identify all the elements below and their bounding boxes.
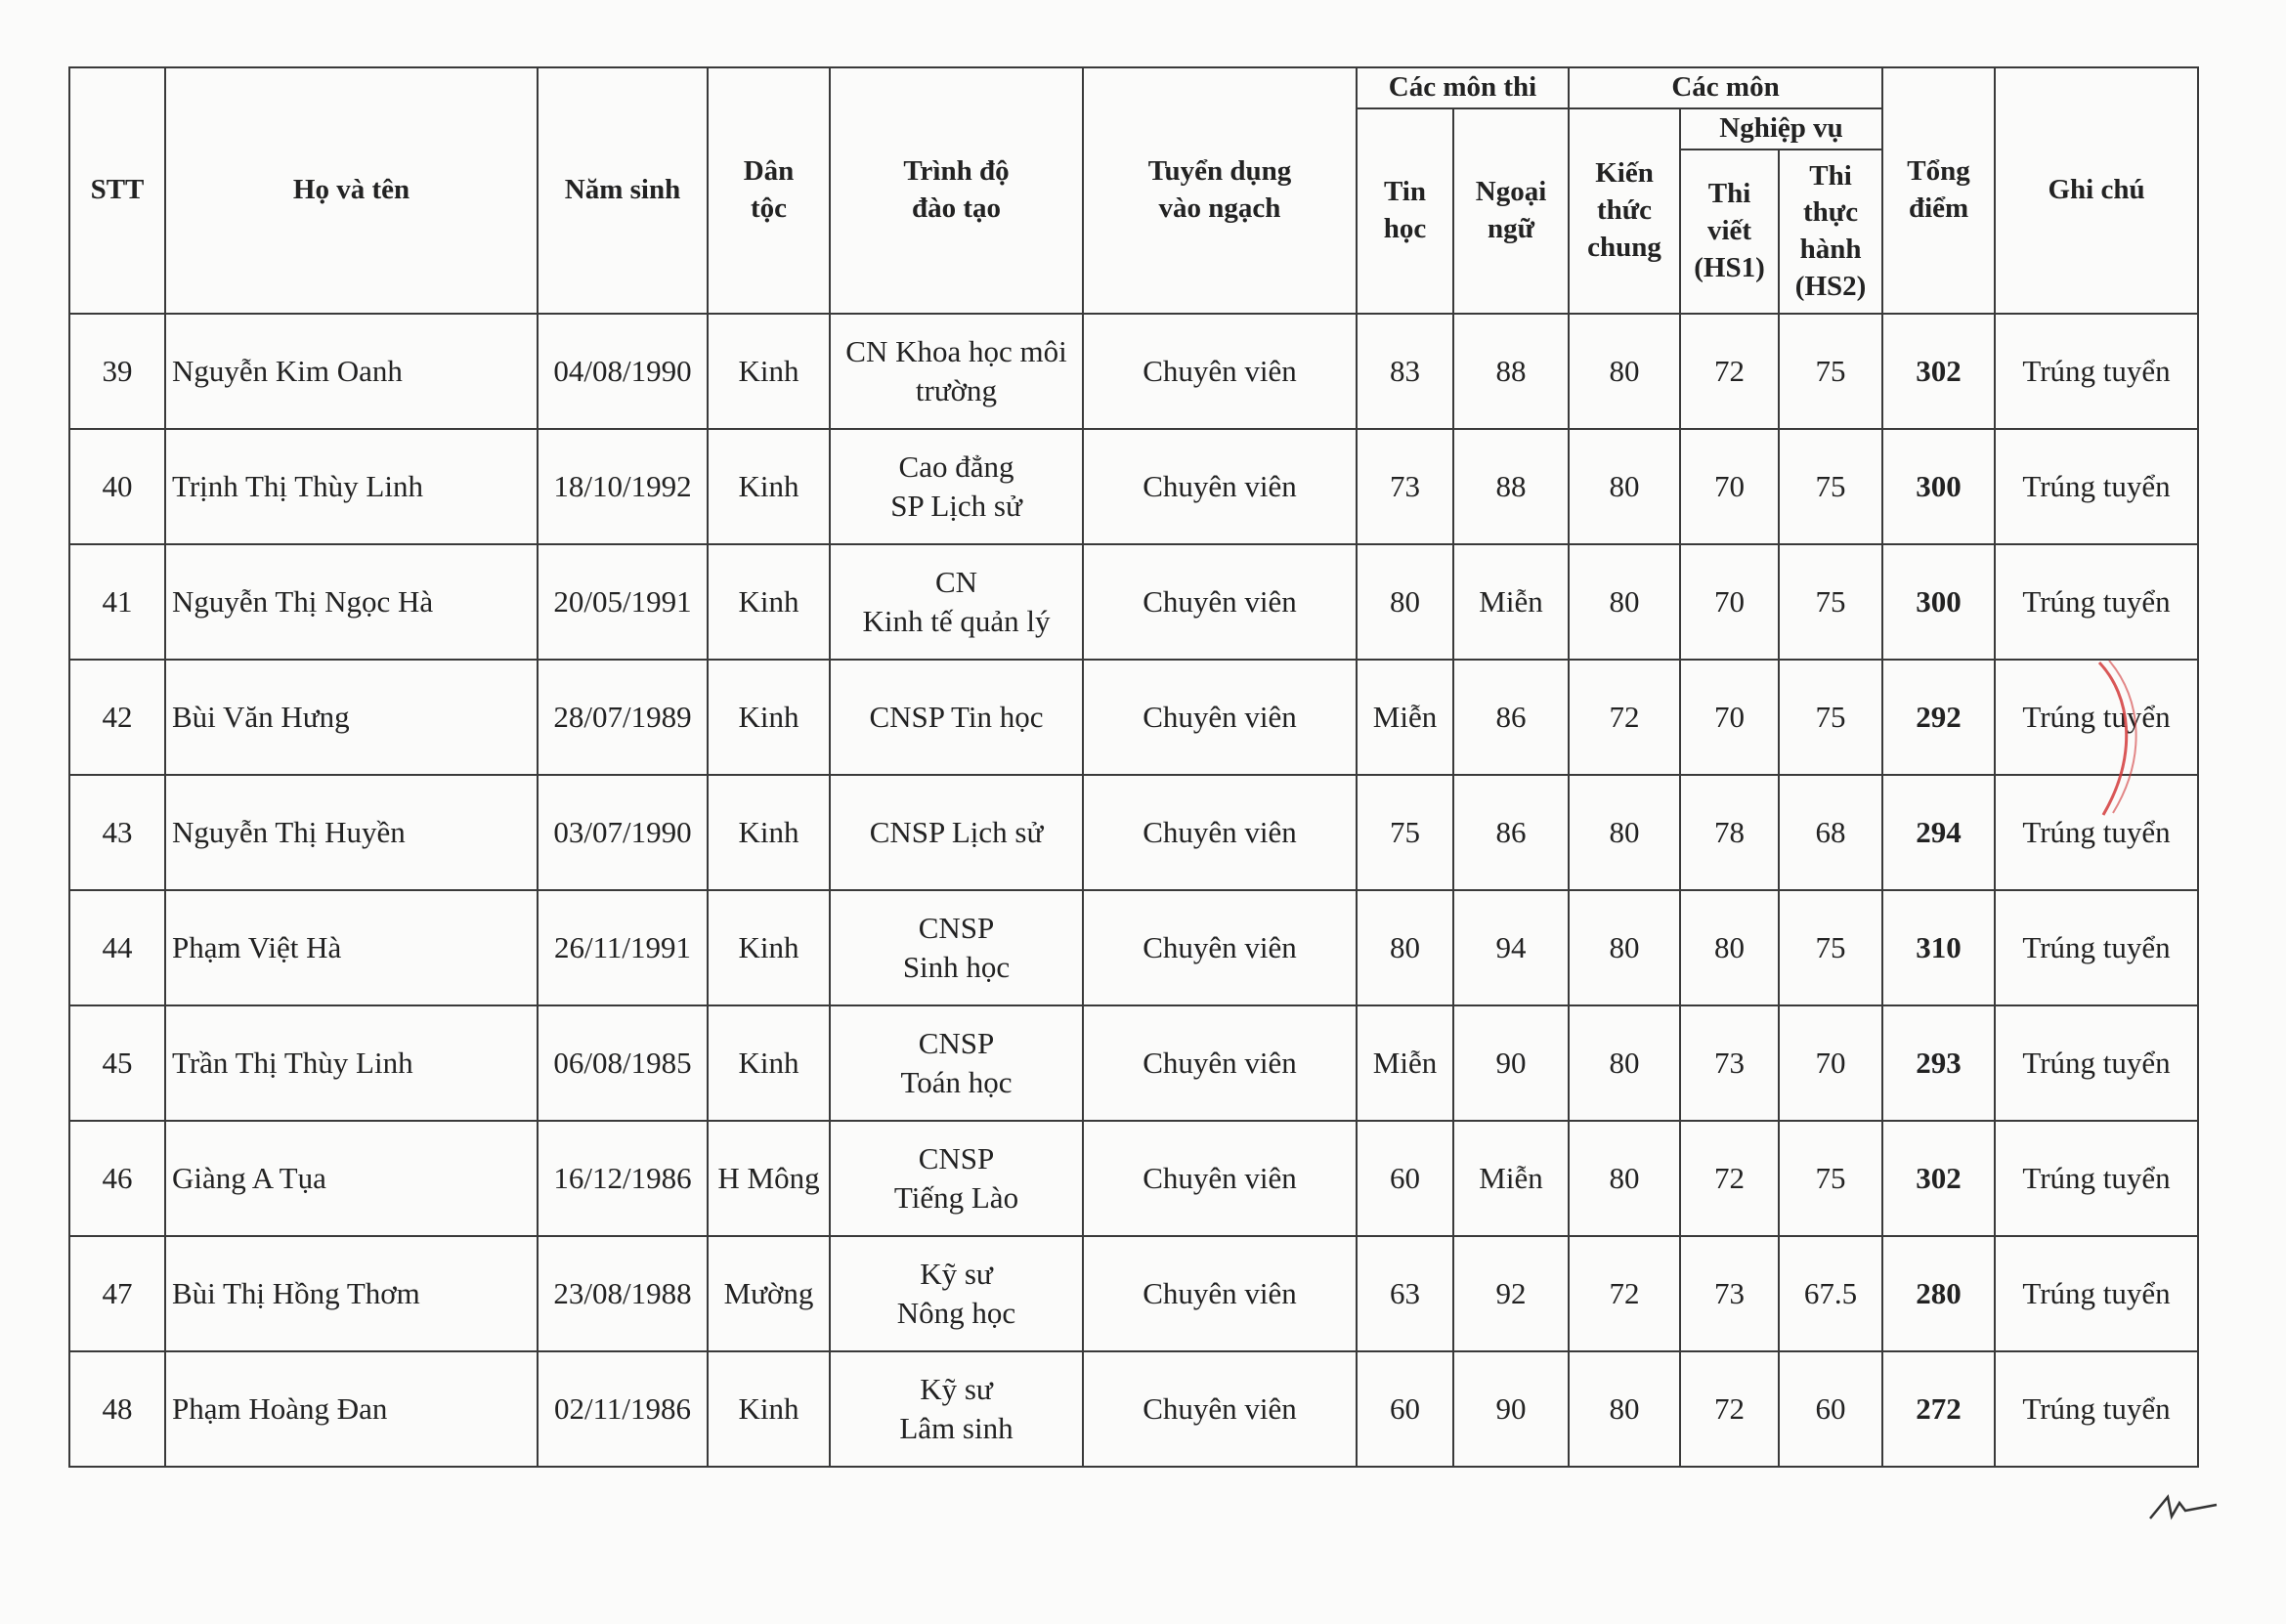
cell-note: Trúng tuyển (1995, 1121, 2198, 1236)
training-line: Kinh tế quản lý (862, 604, 1051, 638)
cell-kien-thuc: 80 (1569, 1005, 1680, 1121)
cell-dob: 16/12/1986 (538, 1121, 708, 1236)
header-trinh-do: Trình độ đào tạo (830, 67, 1083, 314)
training-line: trường (915, 373, 998, 407)
header-nghiep-vu: Nghiệp vụ (1680, 108, 1882, 150)
table-row (69, 775, 2198, 890)
cell-thi-thuc-hanh: 60 (1779, 1351, 1882, 1467)
cell-ethnicity: Kinh (708, 660, 830, 775)
table-row (69, 314, 2198, 429)
header-nam-sinh: Năm sinh (538, 67, 708, 314)
cell-ethnicity: H Mông (708, 1121, 830, 1236)
cell-thi-viet: 78 (1680, 775, 1779, 890)
cell-rank: Chuyên viên (1083, 429, 1357, 544)
header-cac-mon: Các môn (1569, 67, 1882, 108)
cell-stt: 41 (69, 544, 165, 660)
cell-dob: 28/07/1989 (538, 660, 708, 775)
training-line: Toán học (900, 1065, 1013, 1099)
cell-stt: 47 (69, 1236, 165, 1351)
cell-training (830, 429, 1083, 544)
header-ghi-chu: Ghi chú (1995, 67, 2198, 314)
cell-total: 292 (1882, 660, 1995, 775)
cell-note: Trúng tuyển (1995, 1351, 2198, 1467)
cell-total: 294 (1882, 775, 1995, 890)
cell-total: 300 (1882, 429, 1995, 544)
cell-name: Phạm Hoàng Đan (165, 1351, 538, 1467)
header-thi-viet: Thi viết (HS1) (1680, 150, 1779, 314)
cell-dob: 02/11/1986 (538, 1351, 708, 1467)
header-tin-hoc: Tin học (1357, 108, 1453, 314)
header-ngoai-ngu: Ngoại ngữ (1453, 108, 1569, 314)
cell-rank: Chuyên viên (1083, 1351, 1357, 1467)
cell-stt: 46 (69, 1121, 165, 1236)
table-row (69, 1351, 2198, 1467)
table-row (69, 890, 2198, 1005)
cell-rank: Chuyên viên (1083, 890, 1357, 1005)
cell-total: 302 (1882, 1121, 1995, 1236)
header-ho-ten: Họ và tên (165, 67, 538, 314)
cell-note: Trúng tuyển (1995, 1236, 2198, 1351)
results-table (68, 66, 2199, 1468)
cell-tin-hoc: 80 (1357, 890, 1453, 1005)
training-line: CNSP Tin học (869, 699, 1044, 734)
cell-name: Bùi Văn Hưng (165, 660, 538, 775)
cell-dob: 26/11/1991 (538, 890, 708, 1005)
cell-name: Nguyễn Thị Ngọc Hà (165, 544, 538, 660)
cell-training (830, 314, 1083, 429)
cell-total: 310 (1882, 890, 1995, 1005)
cell-thi-viet: 70 (1680, 660, 1779, 775)
cell-thi-viet: 72 (1680, 1121, 1779, 1236)
cell-name: Phạm Việt Hà (165, 890, 538, 1005)
training-line: Tiếng Lào (893, 1180, 1019, 1215)
cell-kien-thuc: 80 (1569, 1351, 1680, 1467)
cell-name: Trần Thị Thùy Linh (165, 1005, 538, 1121)
cell-rank: Chuyên viên (1083, 1236, 1357, 1351)
cell-thi-thuc-hanh: 75 (1779, 660, 1882, 775)
cell-name: Trịnh Thị Thùy Linh (165, 429, 538, 544)
training-line: CNSP (918, 1025, 995, 1060)
cell-note: Trúng tuyển (1995, 314, 2198, 429)
cell-ngoai-ngu: 86 (1453, 660, 1569, 775)
cell-stt: 44 (69, 890, 165, 1005)
cell-kien-thuc: 80 (1569, 544, 1680, 660)
cell-ethnicity: Kinh (708, 775, 830, 890)
cell-stt: 42 (69, 660, 165, 775)
training-line: Kỹ sư (920, 1256, 993, 1291)
training-line: CN (934, 564, 978, 599)
cell-thi-thuc-hanh: 75 (1779, 544, 1882, 660)
cell-training (830, 890, 1083, 1005)
cell-note: Trúng tuyển (1995, 544, 2198, 660)
cell-dob: 04/08/1990 (538, 314, 708, 429)
cell-rank: Chuyên viên (1083, 775, 1357, 890)
cell-name: Nguyễn Kim Oanh (165, 314, 538, 429)
cell-ngoai-ngu: Miễn (1453, 544, 1569, 660)
table-row (69, 660, 2198, 775)
cell-tin-hoc: Miễn (1357, 1005, 1453, 1121)
cell-tin-hoc: 63 (1357, 1236, 1453, 1351)
cell-stt: 39 (69, 314, 165, 429)
cell-dob: 18/10/1992 (538, 429, 708, 544)
table-row (69, 1005, 2198, 1121)
cell-training (830, 775, 1083, 890)
cell-note: Trúng tuyển (1995, 890, 2198, 1005)
cell-kien-thuc: 72 (1569, 1236, 1680, 1351)
cell-tin-hoc: Miễn (1357, 660, 1453, 775)
cell-kien-thuc: 80 (1569, 890, 1680, 1005)
cell-name: Bùi Thị Hồng Thơm (165, 1236, 538, 1351)
cell-training (830, 1121, 1083, 1236)
cell-total: 302 (1882, 314, 1995, 429)
cell-rank: Chuyên viên (1083, 544, 1357, 660)
table-header (69, 67, 2198, 314)
cell-training (830, 660, 1083, 775)
cell-ngoai-ngu: 86 (1453, 775, 1569, 890)
cell-thi-viet: 72 (1680, 1351, 1779, 1467)
cell-dob: 20/05/1991 (538, 544, 708, 660)
cell-thi-thuc-hanh: 75 (1779, 1121, 1882, 1236)
cell-ethnicity: Kinh (708, 1005, 830, 1121)
header-tong-diem: Tổng điểm (1882, 67, 1995, 314)
header-kien-thuc-chung: Kiến thức chung (1569, 108, 1680, 314)
cell-stt: 40 (69, 429, 165, 544)
cell-note: Trúng tuyển (1995, 1005, 2198, 1121)
cell-rank: Chuyên viên (1083, 660, 1357, 775)
cell-ngoai-ngu: 90 (1453, 1351, 1569, 1467)
red-stamp-mark (2092, 657, 2150, 823)
cell-training (830, 1236, 1083, 1351)
training-line: SP Lịch sử (890, 489, 1022, 523)
cell-tin-hoc: 60 (1357, 1121, 1453, 1236)
cell-ethnicity: Kinh (708, 1351, 830, 1467)
header-tuyen-dung: Tuyển dụng vào ngạch (1083, 67, 1357, 314)
cell-ngoai-ngu: 92 (1453, 1236, 1569, 1351)
cell-ethnicity: Mường (708, 1236, 830, 1351)
training-line: CN Khoa học môi (845, 333, 1067, 368)
table-row (69, 1236, 2198, 1351)
initials-signature-icon (2146, 1489, 2224, 1528)
training-line: CNSP (918, 1140, 995, 1175)
cell-kien-thuc: 80 (1569, 775, 1680, 890)
cell-ethnicity: Kinh (708, 429, 830, 544)
cell-thi-viet: 70 (1680, 429, 1779, 544)
cell-thi-thuc-hanh: 75 (1779, 429, 1882, 544)
cell-thi-viet: 73 (1680, 1005, 1779, 1121)
cell-total: 293 (1882, 1005, 1995, 1121)
cell-tin-hoc: 60 (1357, 1351, 1453, 1467)
cell-ngoai-ngu: 88 (1453, 429, 1569, 544)
cell-total: 280 (1882, 1236, 1995, 1351)
cell-ngoai-ngu: 94 (1453, 890, 1569, 1005)
cell-thi-viet: 72 (1680, 314, 1779, 429)
cell-ngoai-ngu: 88 (1453, 314, 1569, 429)
header-dan-toc: Dân tộc (708, 67, 830, 314)
table-body (69, 314, 2198, 1467)
cell-kien-thuc: 72 (1569, 660, 1680, 775)
cell-name: Nguyễn Thị Huyền (165, 775, 538, 890)
cell-rank: Chuyên viên (1083, 314, 1357, 429)
training-line: CNSP Lịch sử (869, 814, 1044, 849)
cell-name: Giàng A Tụa (165, 1121, 538, 1236)
header-thi-thuc-hanh: Thi thực hành (HS2) (1779, 150, 1882, 314)
cell-kien-thuc: 80 (1569, 429, 1680, 544)
cell-training (830, 1351, 1083, 1467)
cell-tin-hoc: 73 (1357, 429, 1453, 544)
training-line: Kỹ sư (920, 1371, 993, 1406)
cell-ethnicity: Kinh (708, 544, 830, 660)
cell-tin-hoc: 80 (1357, 544, 1453, 660)
cell-rank: Chuyên viên (1083, 1121, 1357, 1236)
training-line: Cao đẳng (898, 449, 1014, 484)
cell-thi-thuc-hanh: 75 (1779, 890, 1882, 1005)
cell-total: 300 (1882, 544, 1995, 660)
cell-stt: 43 (69, 775, 165, 890)
cell-tin-hoc: 83 (1357, 314, 1453, 429)
cell-dob: 06/08/1985 (538, 1005, 708, 1121)
cell-kien-thuc: 80 (1569, 314, 1680, 429)
cell-thi-viet: 80 (1680, 890, 1779, 1005)
cell-dob: 23/08/1988 (538, 1236, 708, 1351)
cell-kien-thuc: 80 (1569, 1121, 1680, 1236)
cell-thi-thuc-hanh: 70 (1779, 1005, 1882, 1121)
cell-ethnicity: Kinh (708, 314, 830, 429)
cell-thi-thuc-hanh: 68 (1779, 775, 1882, 890)
training-line: CNSP (918, 910, 995, 945)
training-line: Lâm sinh (899, 1411, 1014, 1445)
table-row (69, 1121, 2198, 1236)
cell-thi-viet: 70 (1680, 544, 1779, 660)
cell-training (830, 1005, 1083, 1121)
cell-note: Trúng tuyển (1995, 660, 2198, 775)
cell-note: Trúng tuyển (1995, 429, 2198, 544)
cell-training (830, 544, 1083, 660)
cell-tin-hoc: 75 (1357, 775, 1453, 890)
cell-thi-viet: 73 (1680, 1236, 1779, 1351)
cell-total: 272 (1882, 1351, 1995, 1467)
cell-rank: Chuyên viên (1083, 1005, 1357, 1121)
table-row (69, 429, 2198, 544)
training-line: Sinh học (902, 950, 1011, 984)
header-cac-mon-thi: Các môn thi (1357, 67, 1569, 108)
cell-ethnicity: Kinh (708, 890, 830, 1005)
cell-note: Trúng tuyển (1995, 775, 2198, 890)
training-line: Nông học (896, 1296, 1016, 1330)
table-row (69, 544, 2198, 660)
cell-stt: 45 (69, 1005, 165, 1121)
cell-thi-thuc-hanh: 75 (1779, 314, 1882, 429)
header-stt: STT (69, 67, 165, 314)
cell-dob: 03/07/1990 (538, 775, 708, 890)
cell-stt: 48 (69, 1351, 165, 1467)
cell-ngoai-ngu: Miễn (1453, 1121, 1569, 1236)
cell-thi-thuc-hanh: 67.5 (1779, 1236, 1882, 1351)
cell-ngoai-ngu: 90 (1453, 1005, 1569, 1121)
